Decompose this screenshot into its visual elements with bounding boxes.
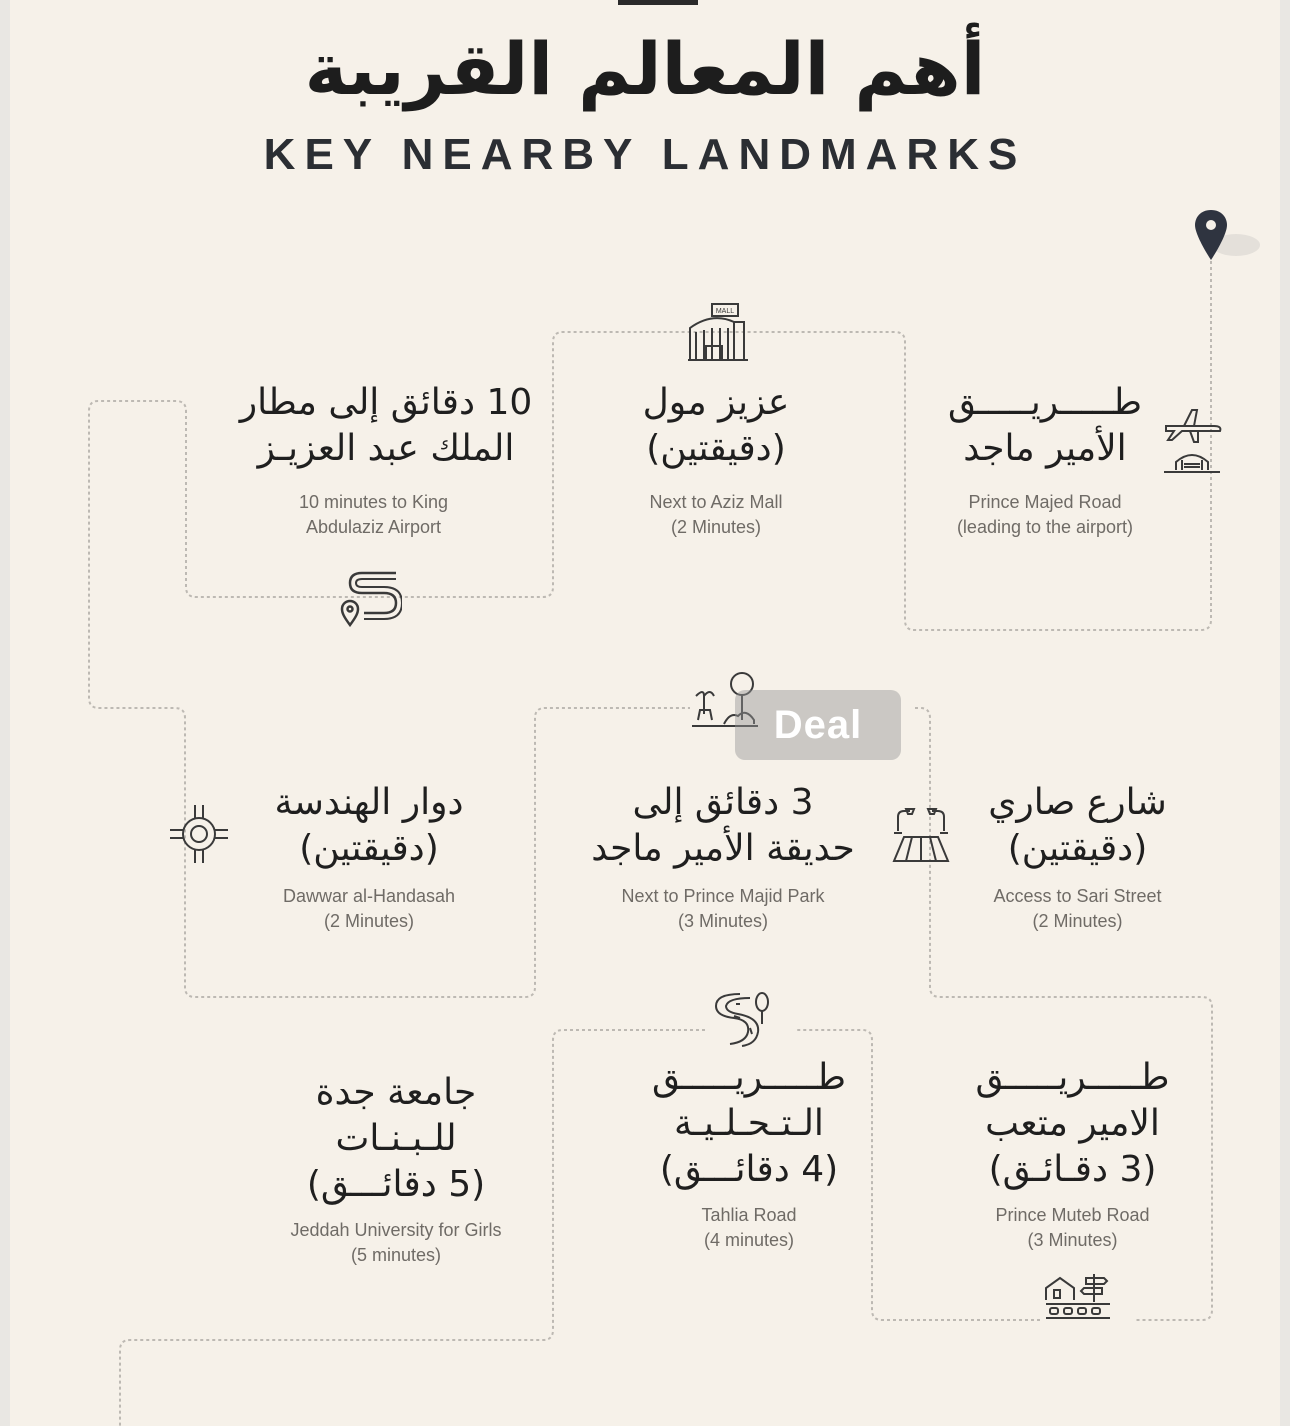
landmark-subtitle-en: Next to Prince Majid Park (3 Minutes) [621, 886, 825, 931]
airplane-hangar-icon [1162, 404, 1224, 476]
landmark-title-ar: طـــــريـــــق [651, 1057, 847, 1098]
landmark-title-ar: (دقيقتين) [299, 828, 439, 869]
roundabout-icon [168, 803, 230, 865]
landmark-card-prince-muteb-road [965, 1055, 1180, 1253]
route-pin-icon [340, 565, 402, 627]
landmark-title-ar: الملك عبد العزيـز [257, 428, 515, 469]
landmark-subtitle-en: Access to Sari Street (2 Minutes) [993, 886, 1162, 931]
landmark-title-ar: (3 دقـائـق) [988, 1149, 1157, 1190]
landmark-title-ar: الـتـحـلـيـة [674, 1103, 824, 1144]
landmark-title-ar: شارع صاري [988, 782, 1167, 823]
landmark-subtitle-en: Next to Aziz Mall (2 Minutes) [649, 492, 783, 537]
landmark-title-ar: طـــــريـــــق [975, 1057, 1170, 1098]
watermark-logo: Deal [735, 690, 901, 760]
landmark-card-sari-street [965, 780, 1190, 934]
landmark-title-ar: (4 دقائـــق) [659, 1149, 839, 1190]
landmark-subtitle-en: Dawwar al-Handasah (2 Minutes) [282, 886, 456, 931]
svg-text:MALL: MALL [715, 308, 735, 315]
landmark-title-ar: 3 دقائق إلى [632, 782, 814, 823]
landmark-title-ar: 10 دقائق إلى مطار [239, 382, 533, 423]
landmark-card-dawwar-al-handasah [264, 780, 474, 934]
landmark-card-tahlia-road [644, 1055, 854, 1253]
landmark-card-prince-majid-park [580, 780, 866, 934]
landmark-subtitle-en: Jeddah University for Girls (5 minutes) [290, 1220, 502, 1265]
house-signpost-icon [1044, 1270, 1112, 1324]
landmark-title-ar: حديقة الأمير ماجد [591, 828, 855, 869]
landmark-subtitle-en: Prince Majed Road (leading to the airport) [956, 492, 1134, 537]
landmark-title-ar: (5 دقائـــق) [306, 1164, 486, 1205]
landmark-title-ar: (دقيقتين) [1007, 828, 1148, 869]
mall-icon [686, 302, 750, 364]
landmark-card-aziz-mall [616, 380, 816, 540]
landmark-title-ar: دوار الهندسة [274, 782, 464, 823]
winding-road-icon [710, 990, 772, 1048]
location-pin-icon [1190, 208, 1262, 266]
page-title-arabic: أهم المعالم القريبة [304, 27, 986, 111]
street-lamp-road-icon [890, 803, 952, 865]
landmark-subtitle-en: Tahlia Road (4 minutes) [701, 1205, 797, 1250]
landmark-title-ar: (دقيقتين) [646, 428, 786, 469]
landmark-card-prince-majed-road [945, 380, 1145, 540]
page [10, 0, 1280, 1426]
landmark-title-ar: الامير متعب [985, 1103, 1160, 1144]
landmark-subtitle-en: 10 minutes to King Abdulaziz Airport [298, 492, 449, 537]
landmark-subtitle-en: Prince Muteb Road (3 Minutes) [995, 1205, 1150, 1250]
landmark-title-ar: طـــــريـــــق [947, 382, 1143, 423]
landmark-title-ar: جامعة جدة [315, 1072, 477, 1113]
landmark-card-jeddah-university [276, 1070, 516, 1268]
landmark-title-ar: الأمير ماجد [963, 428, 1127, 469]
landmark-card-airport [236, 380, 536, 540]
landmark-title-ar: للـبـنـات [335, 1118, 457, 1159]
landmark-title-ar: عزيز مول [642, 382, 790, 423]
page-title-english: KEY NEARBY LANDMARKS [263, 130, 1027, 179]
